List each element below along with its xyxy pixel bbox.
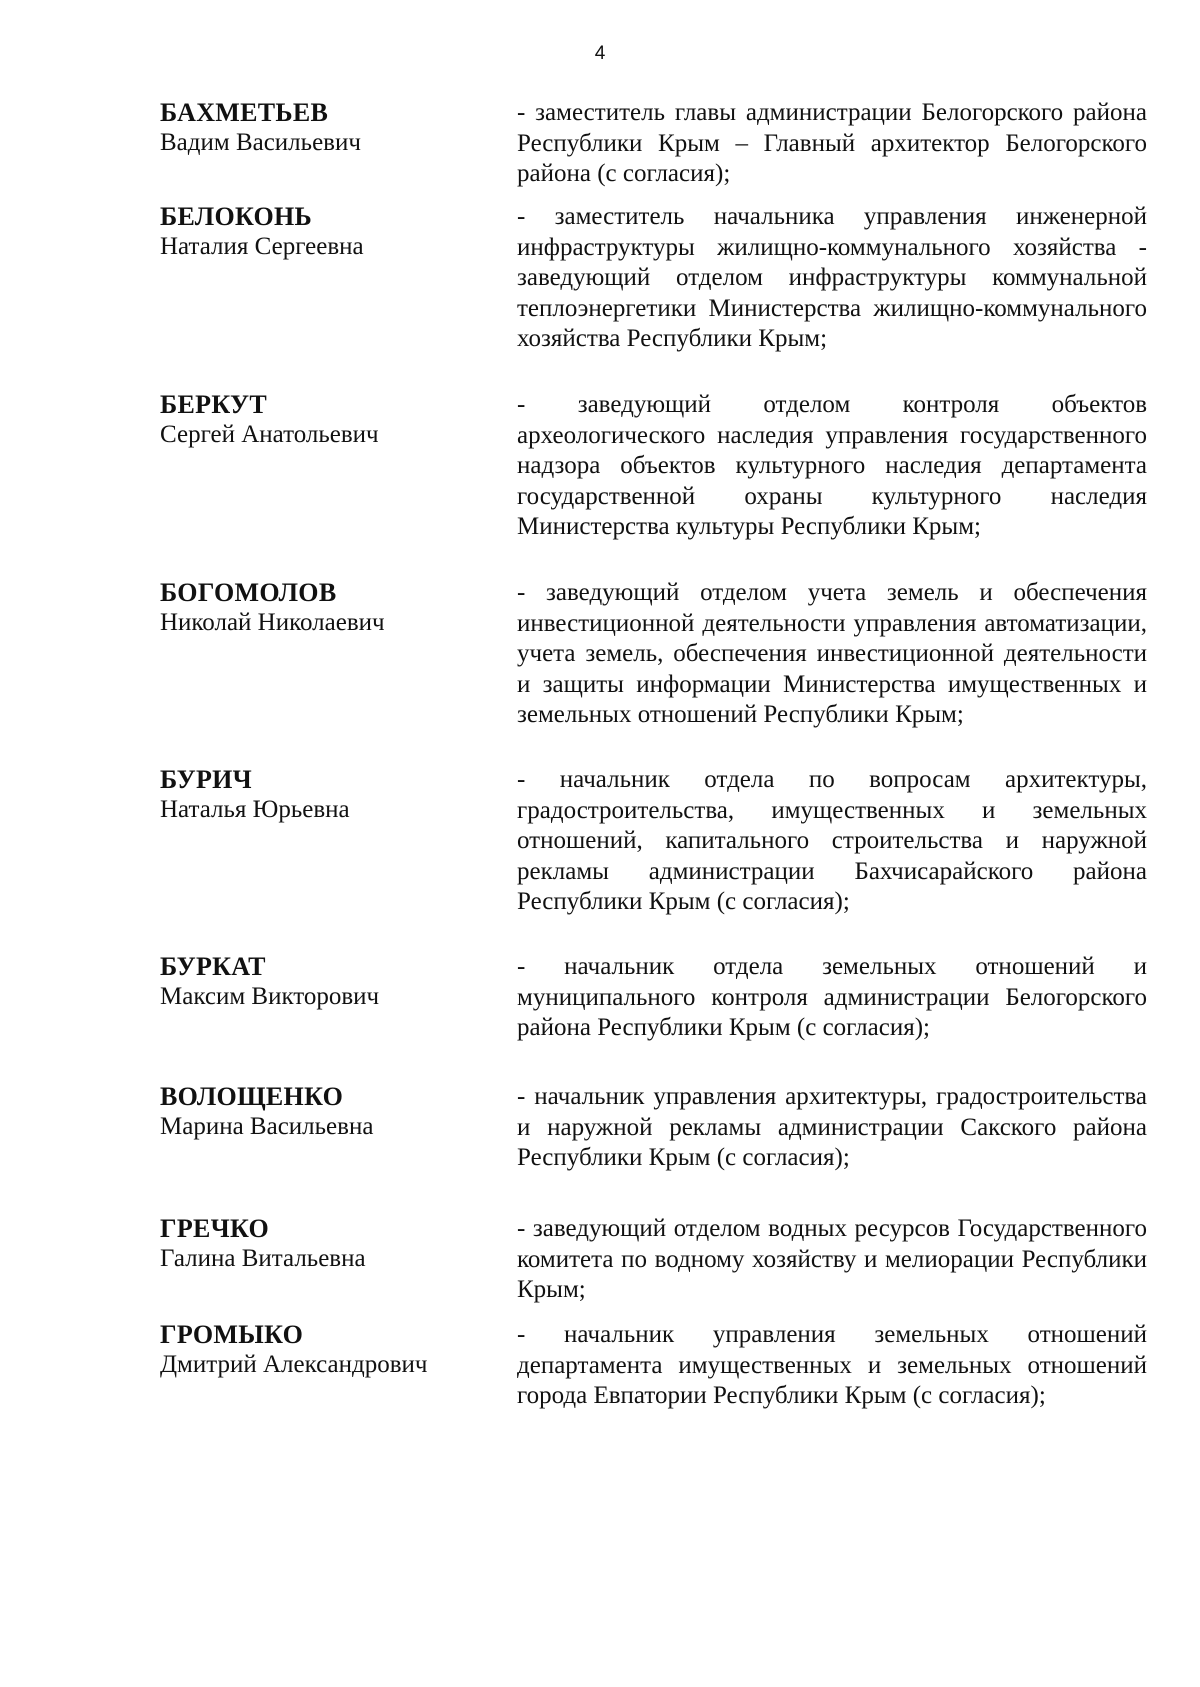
member-surname: БЕРКУТ xyxy=(160,390,267,419)
member-entry-berkut xyxy=(160,390,1150,570)
member-position: - заместитель главы администрации Белогорского района Республики Крым – Главный архитектор Белогорского района (с согласия); xyxy=(517,99,1147,187)
member-name-block xyxy=(160,202,490,262)
member-given-names: Максим Викторович xyxy=(160,983,380,1010)
member-name-block xyxy=(160,1214,490,1274)
member-position: - начальник управления земельных отношений департамента имущественных и земельных отношений города Евпатории Республики Крым (с согласия); xyxy=(517,1321,1147,1409)
member-entry-gromyko xyxy=(160,1320,1150,1445)
member-given-names: Галина Витальевна xyxy=(160,1245,366,1272)
member-name-block xyxy=(160,1320,490,1380)
member-surname: БУРКАТ xyxy=(160,952,266,981)
member-name-block xyxy=(160,390,490,450)
member-position: - начальник отдела земельных отношений и муниципального контроля администрации Белогорского района Республики Крым (с согласия); xyxy=(517,953,1147,1041)
member-position: - заведующий отделом контроля объектов археологического наследия управления государственного надзора объектов культурного наследия департамента государственной охраны культурного наследия Министерства культуры Республики Крым; xyxy=(517,391,1147,540)
member-surname: ГРОМЫКО xyxy=(160,1320,304,1349)
member-position: - заместитель начальника управления инженерной инфраструктуры жилищно-коммунального хозяйства - заведующий отделом инфраструктуры коммунальной теплоэнергетики Министерства жилищно-коммунального хозяйства Республики Крым; xyxy=(517,203,1147,352)
member-given-names: Марина Васильевна xyxy=(160,1113,374,1140)
member-name-block xyxy=(160,765,490,825)
member-entry-bakhmetyev xyxy=(160,98,1150,188)
member-surname: ВОЛОЩЕНКО xyxy=(160,1082,344,1111)
member-name-block xyxy=(160,98,490,158)
member-position: - начальник управления архитектуры, градостроительства и наружной рекламы администрации Сакского района Республики Крым (с согласия); xyxy=(517,1083,1147,1171)
member-entry-burich xyxy=(160,765,1150,945)
member-surname: ГРЕЧКО xyxy=(160,1214,270,1243)
member-position: - начальник отдела по вопросам архитектуры, градостроительства, имущественных и земельных отношений, капитального строительства и наружной рекламы администрации Бахчисарайского района Республики Крым (с согласия); xyxy=(517,766,1147,915)
member-surname: БАХМЕТЬЕВ xyxy=(160,98,329,127)
member-given-names: Наталья Юрьевна xyxy=(160,796,350,823)
member-surname: БЕЛОКОНЬ xyxy=(160,202,313,231)
member-surname: БОГОМОЛОВ xyxy=(160,578,337,607)
member-given-names: Дмитрий Александрович xyxy=(160,1351,428,1378)
member-surname: БУРИЧ xyxy=(160,765,253,794)
member-entry-voloshchenko xyxy=(160,1082,1150,1207)
member-name-block xyxy=(160,578,490,638)
member-name-block xyxy=(160,952,490,1012)
member-entry-bogomolov xyxy=(160,578,1150,758)
member-given-names: Николай Николаевич xyxy=(160,609,385,636)
page-number: 4 xyxy=(594,43,606,64)
member-name-block xyxy=(160,1082,490,1142)
member-given-names: Вадим Васильевич xyxy=(160,129,361,156)
member-given-names: Сергей Анатольевич xyxy=(160,421,379,448)
member-position: - заведующий отделом водных ресурсов Государственного комитета по водному хозяйству и мелиорации Республики Крым; xyxy=(517,1215,1147,1303)
member-position: - заведующий отделом учета земель и обеспечения инвестиционной деятельности управления автоматизации, учета земель, обеспечения инвестиционной деятельности и защиты информации Министерства имущественных и земельных отношений Республики Крым; xyxy=(517,579,1147,728)
member-entry-belokon xyxy=(160,202,1150,382)
member-entry-grechko xyxy=(160,1214,1150,1309)
member-entry-burkat xyxy=(160,952,1150,1077)
member-given-names: Наталия Сергеевна xyxy=(160,233,364,260)
